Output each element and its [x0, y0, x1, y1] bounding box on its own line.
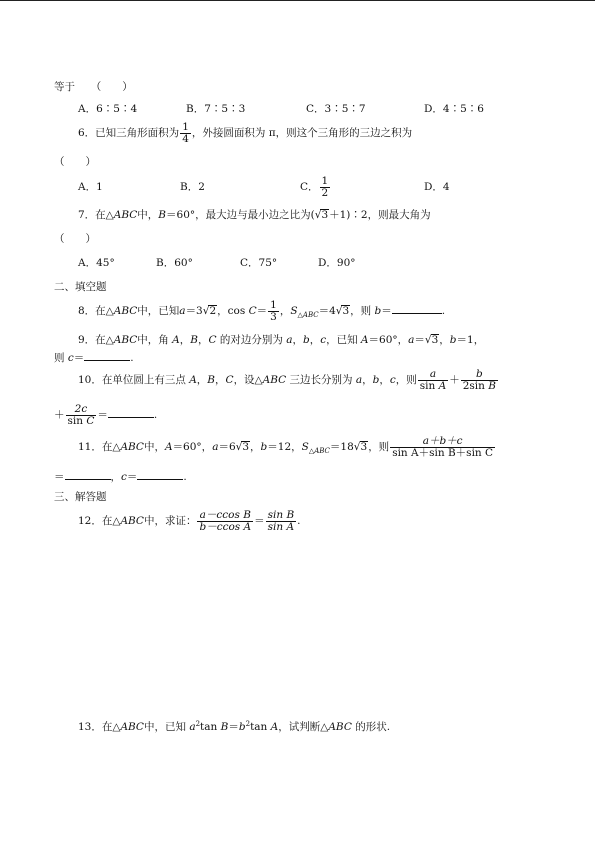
q5-option-c: C．3∶5∶7 — [306, 103, 366, 115]
q5-option-d: D．4∶5∶6 — [424, 103, 484, 115]
q9-answer-line: 则 c＝ . — [54, 352, 134, 364]
q5-option-b: B．7∶5∶3 — [186, 103, 246, 115]
q12-stem: 12．在△ABC中，求证： $\frac{\text{a－ccos B}}{\text{b－ccos A}}$ ＝ $\frac{\text{sin B}}{\text{sin A}}$ . — [78, 508, 301, 533]
answer-blank[interactable] — [137, 479, 183, 480]
q6-prefix: 6．已知三角形面积为 — [78, 127, 180, 139]
section-fill-in-title: 二、填空题 — [54, 281, 107, 293]
q6-option-a: A．1 — [78, 181, 103, 193]
q9-stem: 9．在△ABC中，角 A，B，C 的对边分别为 a，b，c，已知 A＝60°，a＝√3，b＝1， — [78, 334, 485, 346]
answer-blank[interactable] — [84, 360, 130, 361]
q6-option-d: D．4 — [424, 181, 450, 193]
q6-option-c: C． $\frac{1}{2}$ — [300, 174, 329, 199]
q7-stem: 7．在△ABC中，B＝60°，最大边与最小边之比为(√3＋1)∶2，则最大角为 — [78, 209, 431, 221]
answer-blank[interactable] — [65, 479, 111, 480]
q10-stem: 10．在单位圆上有三点 A，B，C，设△ABC 三边长分别为 a，b，c，则 $\frac{a}{\text{sin A}}$ ＋ $\frac{b}{\text{2sin B}}$ — [78, 367, 496, 392]
q7-option-b: B．60° — [156, 257, 193, 269]
q6-text: ，外接圆面积为 π，则这个三角形的三边之积为 — [191, 127, 413, 139]
section-solve-title: 三、解答题 — [54, 491, 107, 503]
q8-stem: 8．在△ABC中，已知a＝3√2，cos C＝ $\frac{1}{3}$ ，$S_{\triangle ABC}=4√3$，则 b＝ . — [78, 298, 446, 323]
answer-blank[interactable] — [392, 313, 442, 314]
q10-continuation: ＋ $\frac{2c}{\text{sin C}}$ ＝ . — [54, 402, 158, 427]
answer-blank[interactable] — [108, 417, 154, 418]
q5-line: 等于 （ ） — [54, 81, 133, 93]
sqrt-symbol: √ — [314, 209, 322, 221]
q7-option-c: C．75° — [240, 257, 278, 269]
q11-stem: 11．在△ABC中，A＝60°，a＝6√3，b＝12，$S_{\triangle ABC}=18√3$，则 $\frac{a+b+c}{\text{sin A＋sin B＋sin C}}$ — [78, 434, 494, 459]
q7-option-d: D．90° — [318, 257, 356, 269]
header-rule — [0, 0, 595, 1]
q11-answer-line: ＝ ，c＝ . — [54, 471, 187, 483]
q7-paren: （ ） — [54, 233, 96, 245]
q7-option-a: A．45° — [78, 257, 115, 269]
q6-stem — [78, 118, 412, 148]
q13-stem: 13．在△ABC中，已知 $a^2\tan$ $B=b^2\tan$ A，试判断△ABC 的形状. — [78, 720, 391, 733]
q6-option-b: B．2 — [180, 181, 205, 193]
q6-fraction: $\frac{1}{4}$ — [182, 120, 189, 145]
q5-option-a: A．6∶5∶4 — [78, 103, 138, 115]
q6-paren: （ ） — [54, 156, 96, 168]
